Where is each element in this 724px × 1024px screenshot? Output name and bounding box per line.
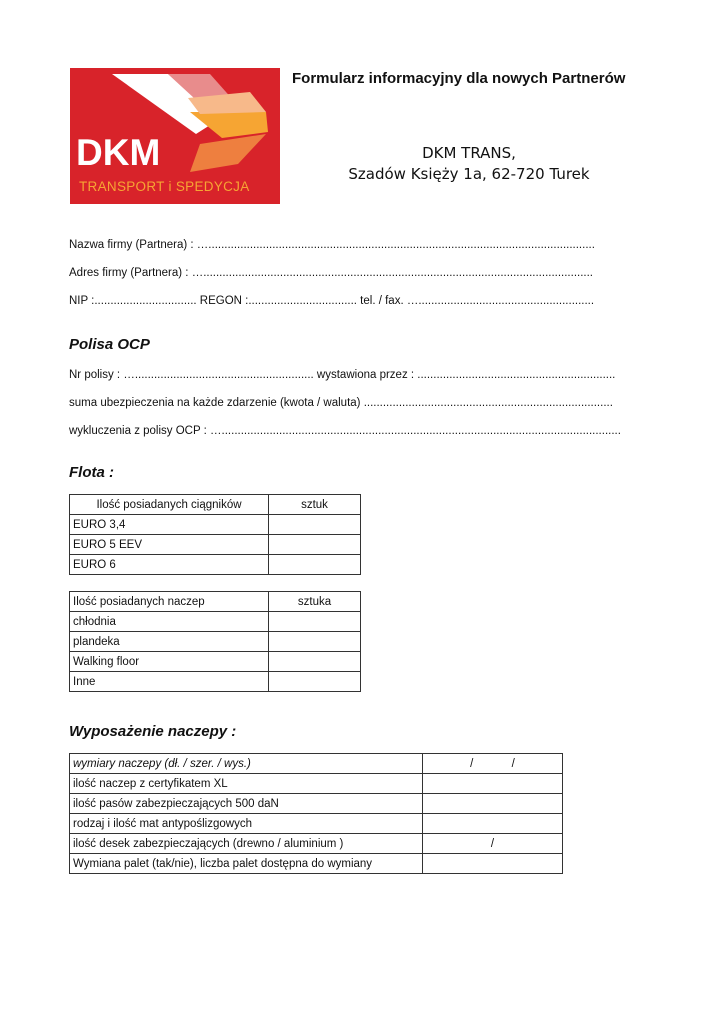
table-header-cell: sztuk [269,495,361,515]
table-label-cell: rodzaj i ilość mat antypoślizgowych [70,814,423,834]
table-label-cell: Inne [70,672,269,692]
table-label-cell: ilość desek zabezpieczających (drewno / aluminium ) [70,834,423,854]
table-row [70,555,361,575]
table-header-cell: Ilość posiadanych ciągników [70,495,269,515]
table-value-cell[interactable] [269,672,361,692]
table-label-cell: EURO 6 [70,555,269,575]
table-value-cell[interactable]: / / [423,754,563,774]
table-row [70,854,563,874]
table-header-cell: sztuka [269,592,361,612]
partner-name-field[interactable]: Nazwa firmy (Partnera) : …......................................................................................................................... [69,239,595,251]
table-value-cell[interactable] [269,632,361,652]
table-value-cell[interactable] [423,774,563,794]
table-label-cell: Walking floor [70,652,269,672]
partner-ids-field[interactable]: NIP :................................ REGON :.................................. tel. / fax. …....................................................... [69,295,595,307]
table-header-row [70,592,361,612]
table-row [70,515,361,535]
company-name: DKM TRANS, [422,144,516,162]
trailer-fleet-table [69,591,361,692]
table-value-cell[interactable] [269,612,361,632]
table-row [70,834,563,854]
table-row [70,794,563,814]
table-header-cell: Ilość posiadanych naczep [70,592,269,612]
table-row [70,652,361,672]
fleet-heading: Flota : [69,464,114,481]
table-label-cell: chłodnia [70,612,269,632]
table-row [70,774,563,794]
trailer-equipment-table [69,753,563,874]
table-value-cell[interactable] [269,652,361,672]
table-label-cell: ilość pasów zabezpieczających 500 daN [70,794,423,814]
logo-brand-text: DKM [76,132,161,173]
table-label-cell: Wymiana palet (tak/nie), liczba palet dostępna do wymiany [70,854,423,874]
tractor-fleet-table [69,494,361,575]
document-title: Formularz informacyjny dla nowych Partnerów [292,70,626,87]
table-value-cell[interactable]: / [423,834,563,854]
table-value-cell[interactable] [269,535,361,555]
company-block [330,143,608,185]
policy-heading: Polisa OCP [69,336,150,353]
table-label-cell: ilość naczep z certyfikatem XL [70,774,423,794]
table-label-cell: EURO 5 EEV [70,535,269,555]
table-row [70,672,361,692]
equipment-heading: Wyposażenie naczepy : [69,723,237,740]
dkm-logo [70,68,280,204]
table-label-cell: EURO 3,4 [70,515,269,535]
table-value-cell[interactable] [423,794,563,814]
table-value-cell[interactable] [423,854,563,874]
table-row [70,632,361,652]
table-label-cell: wymiary naczepy (dł. / szer. / wys.) [70,754,423,774]
table-header-row [70,495,361,515]
table-label-cell: plandeka [70,632,269,652]
policy-exclusions-field[interactable]: wykluczenia z polisy OCP : …............................................................................................................................. [69,425,621,437]
logo-tagline: TRANSPORT i SPEDYCJA [79,179,250,194]
table-row [70,612,361,632]
company-address: Szadów Księży 1a, 62-720 Turek [348,165,590,183]
table-value-cell[interactable] [269,515,361,535]
table-row [70,814,563,834]
partner-address-field[interactable]: Adres firmy (Partnera) : ….......................................................................................................................... [69,267,593,279]
policy-sum-field[interactable]: suma ubezpieczenia na każde zdarzenie (kwota / waluta) .............................................................................. [69,397,613,409]
table-value-cell[interactable] [423,814,563,834]
table-row [70,754,563,774]
table-row [70,535,361,555]
policy-number-field[interactable]: Nr polisy : …........................................................ wystawiona przez : .............................................................. [69,369,616,381]
table-value-cell[interactable] [269,555,361,575]
